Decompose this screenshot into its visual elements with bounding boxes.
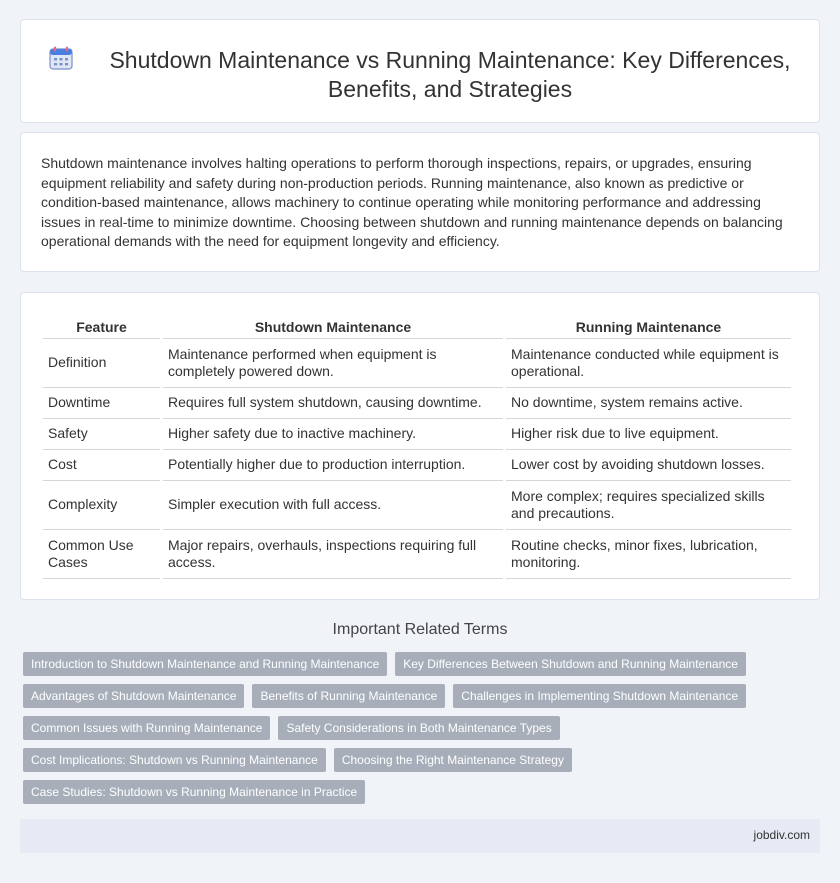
row-feature: Cost: [43, 450, 160, 481]
related-term-tag[interactable]: Case Studies: Shutdown vs Running Maintenance in Practice: [23, 780, 365, 804]
row-running: No downtime, system remains active.: [506, 388, 791, 419]
table-header-row: [43, 311, 791, 339]
row-running: Maintenance conducted while equipment is operational.: [506, 339, 791, 388]
intro-card: [20, 132, 820, 272]
footer: [20, 819, 820, 853]
row-shutdown: Potentially higher due to production interruption.: [163, 450, 503, 481]
row-shutdown: Maintenance performed when equipment is completely powered down.: [163, 339, 503, 388]
header-card: [20, 19, 820, 123]
related-term-tag[interactable]: Safety Considerations in Both Maintenance Types: [278, 716, 559, 740]
row-running: More complex; requires specialized skills and precautions.: [506, 481, 791, 530]
row-feature: Safety: [43, 419, 160, 450]
related-terms-title: Important Related Terms: [332, 621, 508, 638]
calendar-icon: [48, 45, 74, 71]
row-feature: Definition: [43, 339, 160, 388]
row-shutdown: Major repairs, overhauls, inspections requiring full access.: [163, 530, 503, 579]
related-term-tag[interactable]: Key Differences Between Shutdown and Running Maintenance: [395, 652, 746, 676]
table-row: [43, 481, 791, 530]
intro-paragraph: Shutdown maintenance involves halting operations to perform thorough inspections, repairs, or upgrades, ensuring equipment reliability and safety during non-production periods. Running maintenance, also known as predictive or condition-based maintenance, allows machinery to continue operating while monitoring performance and addressing issues in real-time to minimize downtime. Choosing between shutdown and running maintenance depends on balancing operational demands with the need for equipment longevity and efficiency.: [41, 155, 783, 249]
header-running: Running Maintenance: [506, 311, 791, 339]
row-shutdown: Higher safety due to inactive machinery.: [163, 419, 503, 450]
row-shutdown: Simpler execution with full access.: [163, 481, 503, 530]
page-title: Shutdown Maintenance vs Running Maintenance: Key Differences, Benefits, and Strategies: [109, 47, 791, 102]
table-row: [43, 419, 791, 450]
table-row: [43, 388, 791, 419]
related-term-tag[interactable]: Introduction to Shutdown Maintenance and Running Maintenance: [23, 652, 387, 676]
row-running: Routine checks, minor fixes, lubrication, monitoring.: [506, 530, 791, 579]
related-term-tag[interactable]: Benefits of Running Maintenance: [252, 684, 445, 708]
related-term-tag[interactable]: Advantages of Shutdown Maintenance: [23, 684, 244, 708]
header-shutdown: Shutdown Maintenance: [163, 311, 503, 339]
table-row: [43, 450, 791, 481]
related-term-tag[interactable]: Choosing the Right Maintenance Strategy: [334, 748, 572, 772]
table-row: [43, 339, 791, 388]
row-feature: Common Use Cases: [43, 530, 160, 579]
row-shutdown: Requires full system shutdown, causing downtime.: [163, 388, 503, 419]
header-feature: Feature: [43, 311, 160, 339]
row-running: Lower cost by avoiding shutdown losses.: [506, 450, 791, 481]
footer-site-link[interactable]: jobdiv.com: [753, 828, 810, 842]
related-term-tag[interactable]: Common Issues with Running Maintenance: [23, 716, 270, 740]
related-terms-list: [23, 652, 813, 804]
row-feature: Downtime: [43, 388, 160, 419]
row-running: Higher risk due to live equipment.: [506, 419, 791, 450]
comparison-table: [40, 311, 794, 579]
row-feature: Complexity: [43, 481, 160, 530]
related-term-tag[interactable]: Challenges in Implementing Shutdown Maintenance: [453, 684, 746, 708]
comparison-table-card: [20, 292, 820, 600]
related-term-tag[interactable]: Cost Implications: Shutdown vs Running Maintenance: [23, 748, 326, 772]
table-row: [43, 530, 791, 579]
